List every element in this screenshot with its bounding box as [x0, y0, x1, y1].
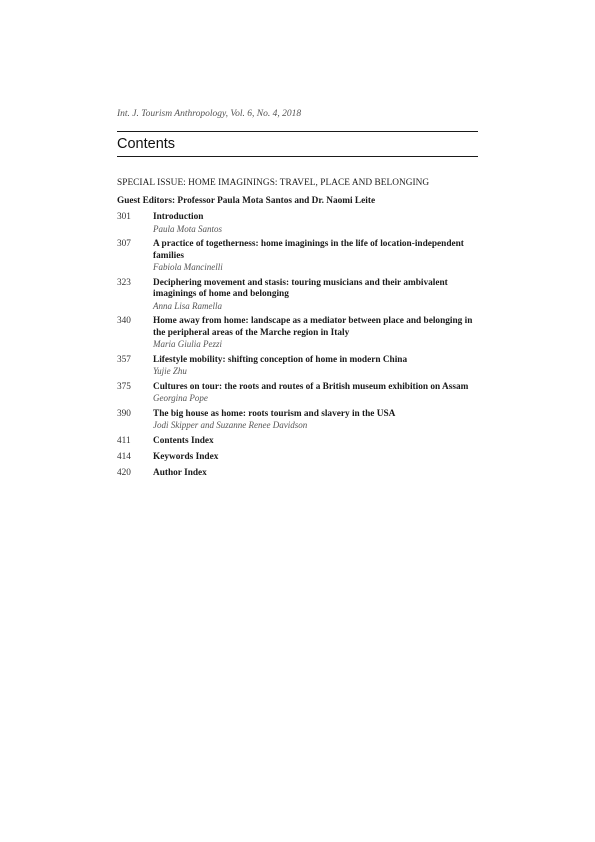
toc-entry[interactable] — [117, 278, 478, 312]
toc-page-number: 390 — [117, 408, 131, 419]
toc-entry-title[interactable]: The big house as home: roots tourism and slavery in the USA — [153, 408, 396, 419]
toc-entry[interactable] — [117, 212, 478, 235]
toc-entry-body — [153, 355, 478, 378]
toc-page-number: 323 — [117, 277, 131, 288]
toc-entry-body — [153, 436, 478, 448]
toc-entry-body — [153, 278, 478, 312]
toc-entry-body — [153, 452, 478, 464]
toc-entry[interactable] — [117, 316, 478, 350]
guest-editors: Guest Editors: Professor Paula Mota Santos and Dr. Naomi Leite — [117, 196, 376, 206]
toc-page-number: 357 — [117, 354, 131, 365]
toc-entry-author: Paula Mota Santos — [153, 223, 222, 234]
contents-page — [117, 0, 478, 842]
toc-entry[interactable] — [117, 452, 478, 464]
toc-entry-title[interactable]: A practice of togetherness: home imaginings in the life of location-independent families — [153, 239, 464, 261]
toc-entry[interactable] — [117, 436, 478, 448]
toc-entry-title[interactable]: Author Index — [153, 467, 207, 478]
header-rule-top — [117, 131, 478, 132]
toc-page-number: 411 — [117, 435, 131, 446]
toc-entry-author: Fabiola Mancinelli — [153, 262, 223, 272]
toc-entry-author: Anna Lisa Ramella — [153, 300, 222, 311]
toc-entry-author: Jodi Skipper and Suzanne Renee Davidson — [153, 420, 308, 430]
toc-entry-author: Maria Giulia Pezzi — [153, 339, 222, 349]
toc-entry[interactable] — [117, 355, 478, 378]
toc-entry-author: Georgina Pope — [153, 393, 208, 403]
toc-entry[interactable] — [117, 382, 478, 405]
toc-entry-body — [153, 409, 478, 432]
toc-entry[interactable] — [117, 239, 478, 273]
toc-entry-body — [153, 468, 478, 480]
toc-page-number: 375 — [117, 381, 131, 392]
toc-entry-title[interactable]: Home away from home: landscape as a mediator between place and belonging in the peripheral areas of the Marche region in Italy — [153, 316, 473, 338]
toc-page-number: 301 — [117, 212, 131, 222]
toc-page-number: 307 — [117, 239, 131, 249]
special-issue-title: SPECIAL ISSUE: HOME IMAGININGS: TRAVEL, PLACE AND BELONGING — [117, 178, 430, 188]
toc-entry-title[interactable]: Contents Index — [153, 435, 214, 446]
toc-entry-body — [153, 316, 478, 350]
journal-citation: Int. J. Tourism Anthropology, Vol. 6, No. 4, 2018 — [117, 109, 302, 119]
header-rule-bottom — [117, 156, 478, 157]
toc-entry-body — [153, 212, 478, 235]
toc-entry-title[interactable]: Keywords Index — [153, 451, 219, 462]
toc-entry[interactable] — [117, 468, 478, 480]
toc-entry-title[interactable]: Lifestyle mobility: shifting conception of home in modern China — [153, 354, 408, 365]
toc-entry-author: Yujie Zhu — [153, 366, 187, 376]
toc-page-number: 340 — [117, 316, 131, 326]
toc-page-number: 414 — [117, 451, 131, 462]
toc-entry[interactable] — [117, 409, 478, 432]
toc-entry-body — [153, 239, 478, 273]
page-title: Contents — [117, 136, 176, 152]
toc-entry-title[interactable]: Introduction — [153, 212, 204, 222]
toc-entry-title[interactable]: Cultures on tour: the roots and routes of a British museum exhibition on Assam — [153, 381, 469, 392]
toc-entry-title[interactable]: Deciphering movement and stasis: touring musicians and their ambivalent imaginings of home and belonging — [153, 277, 448, 299]
table-of-contents — [117, 212, 478, 484]
toc-page-number: 420 — [117, 467, 131, 478]
toc-entry-body — [153, 382, 478, 405]
